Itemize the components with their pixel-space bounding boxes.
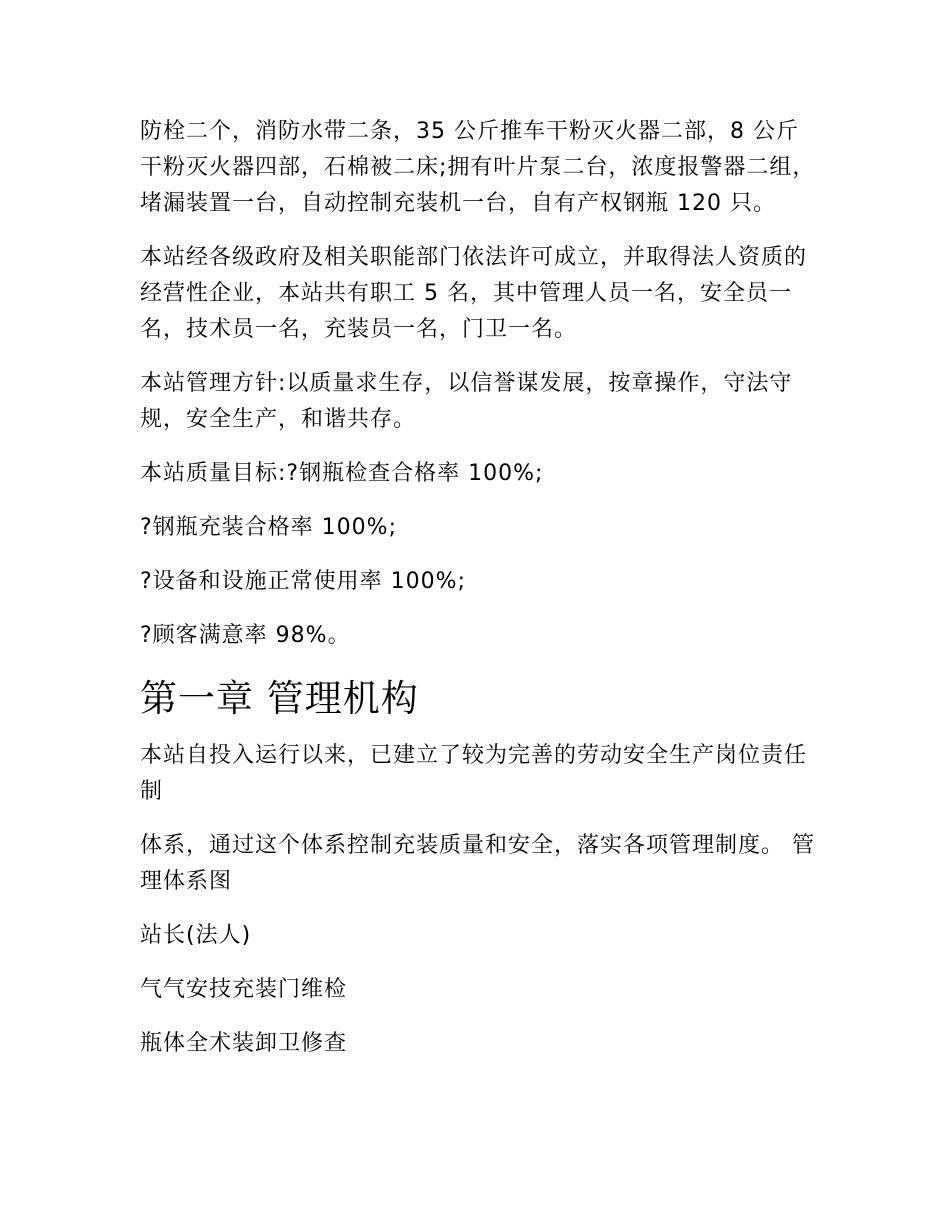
paragraph-equipment-rate: ?设备和设施正常使用率 100%; [140,569,466,594]
paragraph-quality-goal: 本站质量目标:?钢瓶检查合格率 100%; [140,461,544,486]
paragraph-policy: 本站管理方针:以质量求生存，以信誉谋发展，按章操作，守法守规，安全生产，和谐共存。 [140,371,793,432]
paragraph-roles-row-1: 气气安技充装门维检 [140,977,348,1002]
paragraph-responsibility: 本站自投入运行以来，已建立了较为完善的劳动安全生产岗位责任制 [140,743,808,804]
paragraph-staff: 本站经各级政府及相关职能部门依法许可成立，并取得法人资质的经营性企业，本站共有职工 5 名，其中管理人员一名，安全员一名，技术员一名，充装员一名，门卫一名。 [140,245,808,342]
paragraph-satisfaction-rate: ?顾客满意率 98%。 [140,623,351,648]
paragraph-station-head: 站长(法人) [140,923,252,948]
paragraph-system: 体系，通过这个体系控制充装质量和安全，落实各项管理制度。 管理体系图 [140,833,815,894]
paragraph-filling-rate: ?钢瓶充装合格率 100%; [140,515,397,540]
paragraph-equipment: 防栓二个，消防水带二条，35 公斤推车干粉灭火器二部，8 公斤干粉灭火器四部，石棉被二床;拥有叶片泵二台，浓度报警器二组，堵漏装置一台，自动控制充装机一台，自有产权钢瓶 120 只。 [140,119,816,216]
document-page [140,114,820,1080]
chapter-heading: 第一章 管理机构 [140,677,419,720]
paragraph-roles-row-2: 瓶体全术装卸卫修查 [140,1031,348,1056]
